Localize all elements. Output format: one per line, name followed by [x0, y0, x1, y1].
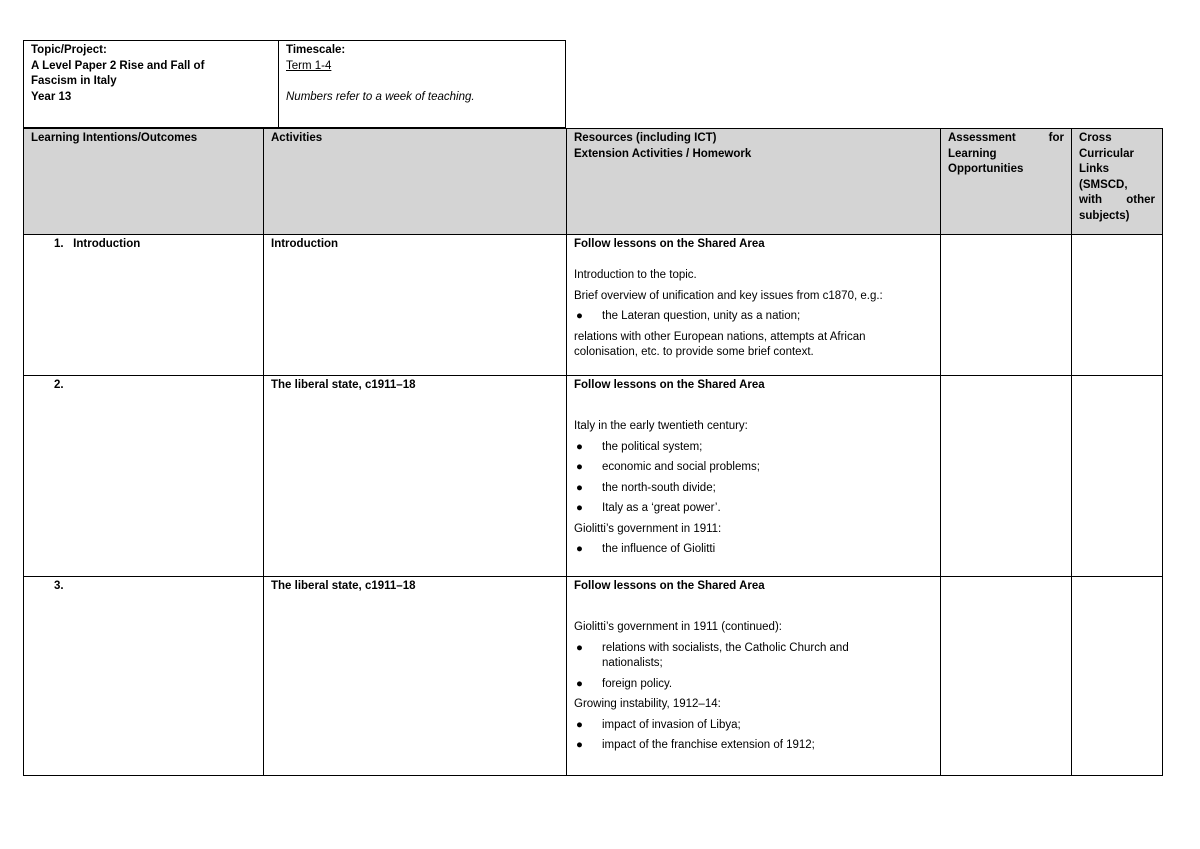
col-header-outcomes: Learning Intentions/Outcomes — [24, 129, 264, 235]
bullet-text: impact of invasion of Libya; — [602, 718, 741, 731]
col-header-cross-curricular — [1072, 129, 1163, 235]
topic-title-line1: A Level Paper 2 Rise and Fall of — [31, 59, 205, 72]
bullet-icon: ● — [576, 481, 583, 494]
bullet-item — [574, 460, 933, 476]
col-header-cross-line2: Curricular — [1079, 147, 1134, 160]
col-header-cross-line4: (SMSCD, — [1079, 178, 1128, 191]
col-header-cross-line5: with other — [1079, 194, 1155, 206]
table-row — [24, 577, 1163, 776]
row-resources — [567, 376, 941, 577]
col-header-assessment-line3: Opportunities — [948, 163, 1024, 175]
bullet-item — [574, 309, 933, 325]
row-resources — [567, 235, 941, 376]
row-resources — [567, 577, 941, 776]
col-header-cross-line1: Cross — [1079, 132, 1112, 144]
resource-line: Giolitti’s government in 1911 (continued): — [574, 621, 782, 633]
table-header-row — [24, 129, 1163, 235]
resource-line: Growing instability, 1912–14: — [574, 698, 721, 710]
row-assessment — [941, 376, 1072, 577]
year-group: Year 13 — [31, 90, 72, 103]
row-cross-curricular — [1072, 577, 1163, 776]
timescale-label: Timescale: — [286, 44, 346, 56]
bullet-text: the political system; — [602, 440, 703, 453]
col-header-cross-line3: Links — [1079, 163, 1110, 175]
resource-line: Introduction to the topic. — [574, 269, 697, 281]
bullet-icon: ● — [576, 502, 583, 514]
row-activity: Introduction — [264, 235, 567, 376]
row-cross-curricular — [1072, 235, 1163, 376]
bullet-text: impact of the franchise extension of 1912; — [602, 739, 815, 751]
bullet-item — [574, 542, 933, 558]
bullet-item — [574, 677, 933, 693]
bullet-item — [574, 738, 933, 754]
row-activity: The liberal state, c1911–18 — [264, 577, 567, 776]
row-assessment — [941, 577, 1072, 776]
topic-title-line2: Fascism in Italy — [31, 75, 117, 87]
bullet-item — [574, 718, 933, 734]
bullet-item — [574, 440, 933, 456]
col-header-assessment — [941, 129, 1072, 235]
bullet-icon: ● — [576, 543, 583, 555]
row-activity: The liberal state, c1911–18 — [264, 376, 567, 577]
header-table — [23, 40, 566, 128]
bullet-text: relations with socialists, the Catholic Church and — [602, 641, 849, 654]
timescale-cell — [279, 41, 566, 128]
row-assessment — [941, 235, 1072, 376]
bullet-icon: ● — [576, 739, 583, 751]
topic-cell — [24, 41, 279, 128]
col-header-resources-line2: Extension Activities / Homework — [574, 147, 752, 160]
row-outcome: 2. — [24, 376, 264, 577]
scheme-of-work-table — [23, 128, 1163, 776]
bullet-icon: ● — [576, 677, 583, 690]
row-cross-curricular — [1072, 376, 1163, 577]
topic-label: Topic/Project: — [31, 44, 107, 56]
bullet-text: economic and social problems; — [602, 461, 760, 473]
shared-area-note: Follow lessons on the Shared Area — [574, 580, 765, 592]
bullet-icon: ● — [576, 718, 583, 731]
shared-area-note: Follow lessons on the Shared Area — [574, 238, 765, 250]
row-outcome: 1. Introduction — [24, 235, 264, 376]
shared-area-note: Follow lessons on the Shared Area — [574, 379, 765, 391]
bullet-item — [574, 641, 933, 672]
bullet-text: the north-south divide; — [602, 481, 716, 494]
bullet-icon: ● — [576, 310, 583, 322]
table-row — [24, 376, 1163, 577]
col-header-cross-line6: subjects) — [1079, 209, 1130, 222]
col-header-assessment-line2: Learning — [948, 147, 997, 160]
bullet-text: Italy as a ‘great power’. — [602, 502, 721, 514]
timescale-note: Numbers refer to a week of teaching. — [286, 90, 475, 103]
col-header-assessment-line1: Assessment for — [948, 132, 1064, 144]
col-header-resources-line1: Resources (including ICT) — [574, 132, 717, 144]
resource-line: relations with other European nations, attempts at African — [574, 330, 866, 343]
bullet-icon: ● — [576, 440, 583, 453]
col-header-activities: Activities — [264, 129, 567, 235]
bullet-item — [574, 501, 933, 517]
bullet-icon: ● — [576, 641, 583, 654]
timescale-value: Term 1-4 — [286, 59, 332, 72]
bullet-text-continued: nationalists; — [602, 657, 663, 669]
bullet-item — [574, 481, 933, 497]
bullet-icon: ● — [576, 461, 583, 473]
resource-line: colonisation, etc. to provide some brief context. — [574, 346, 814, 358]
resource-line: Giolitti’s government in 1911: — [574, 522, 722, 535]
resource-line: Italy in the early twentieth century: — [574, 420, 748, 432]
col-header-resources — [567, 129, 941, 235]
bullet-text: the influence of Giolitti — [602, 543, 716, 555]
bullet-text: foreign policy. — [602, 677, 673, 690]
resource-line: Brief overview of unification and key issues from c1870, e.g.: — [574, 289, 883, 302]
row-outcome: 3. — [24, 577, 264, 776]
bullet-text: the Lateran question, unity as a nation; — [602, 310, 801, 322]
table-row — [24, 235, 1163, 376]
